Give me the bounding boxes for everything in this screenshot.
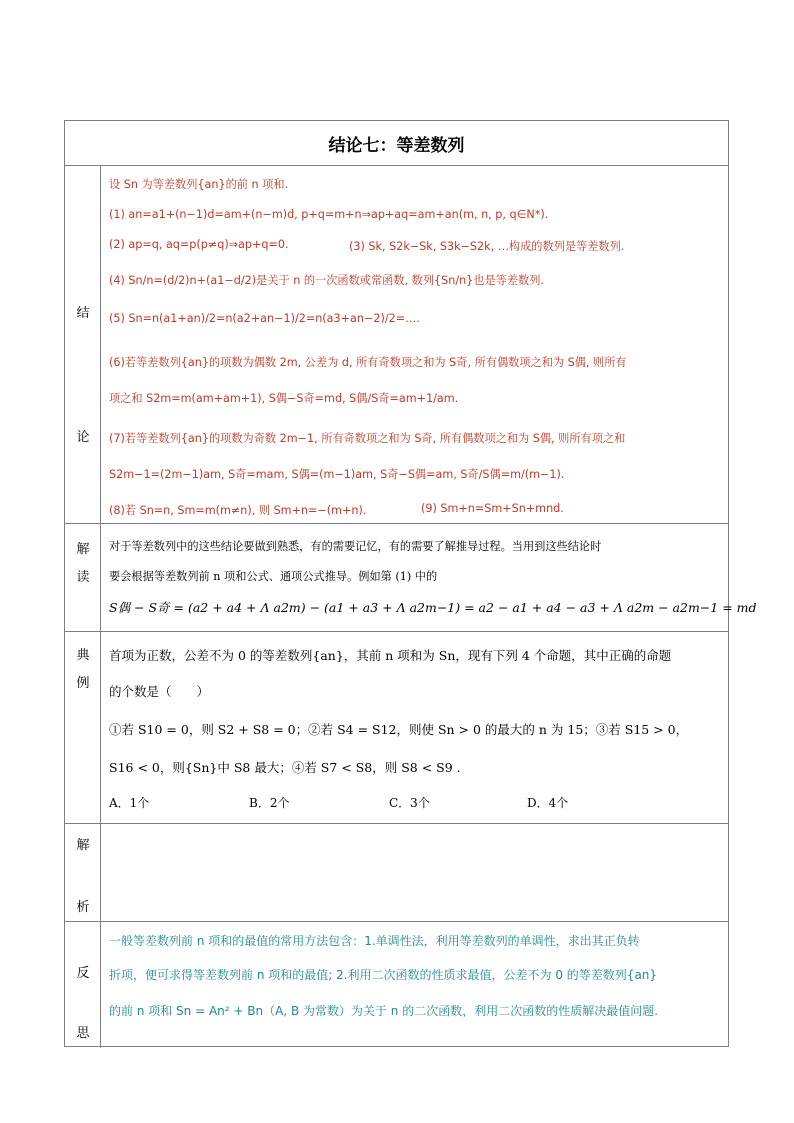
conclusion-line: (9) Sm+n=Sm+Sn+mnd. xyxy=(421,502,564,515)
conclusion-line: 项之和 S2m=m(am+am+1), S偶−S奇=md, S偶/S奇=am+1/am. xyxy=(109,392,459,405)
example-row xyxy=(65,631,728,823)
label-char: 思 xyxy=(76,1026,90,1041)
label-char: 读 xyxy=(76,570,90,585)
label-char: 论 xyxy=(76,430,90,445)
interpret-line: 对于等差数列中的这些结论要做到熟悉，有的需要记忆，有的需要了解推导过程。当用到这些结论时 xyxy=(109,540,602,553)
conclusion-table xyxy=(64,120,757,1047)
choice-d: D．4个 xyxy=(527,796,569,810)
label-char: 反 xyxy=(76,966,90,981)
choice-c: C．3个 xyxy=(389,796,430,810)
conclusion-line: (2) ap=q, aq=p(p≠q)⇒ap+q=0. xyxy=(109,238,289,251)
reflect-row xyxy=(65,921,728,1048)
conclusion-row xyxy=(65,165,728,523)
conclusion-line: (5) Sn=n(a1+an)/2=n(a2+an−1)/2=n(a3+an−2)/2=…. xyxy=(109,312,420,325)
choice-b: B．2个 xyxy=(249,796,290,810)
reflect-line: 一般等差数列前 n 项和的最值的常用方法包含：1.单调性法，利用等差数列的单调性，求出其正负转 xyxy=(109,934,640,948)
conclusion-line: (3) Sk, S2k−Sk, S3k−S2k, …构成的数列是等差数列. xyxy=(349,240,625,253)
label-char: 结 xyxy=(76,306,90,321)
example-line: 首项为正数，公差不为 0 的等差数列{an}，其前 n 项和为 Sn，现有下列 4 个命题，其中正确的命题 xyxy=(109,648,672,663)
title-row xyxy=(65,121,728,165)
interpret-line: 要会根据等差数列前 n 项和公式、通项公式推导。例如第 (1) 中的 xyxy=(109,570,438,583)
example-label xyxy=(65,632,101,823)
conclusion-line: (1) an=a1+(n−1)d=am+(n−m)d, p+q=m+n⇒ap+aq=am+an(m, n, p, q∈N*). xyxy=(109,208,549,221)
example-line: 的个数是（ ） xyxy=(109,684,210,699)
label-char: 解 xyxy=(76,838,90,853)
analysis-row xyxy=(65,823,728,921)
conclusion-line: 设 Sn 为等差数列{an}的前 n 项和. xyxy=(109,178,289,191)
reflect-line: 的前 n 项和 Sn = An² + Bn（A, B 为常数）为关于 n 的二次函数，利用二次函数的性质解决最值问题. xyxy=(109,1004,659,1018)
page-title: 结论七：等差数列 xyxy=(328,136,465,156)
interpret-label xyxy=(65,524,101,631)
conclusion-label xyxy=(65,166,101,523)
label-char: 例 xyxy=(76,676,90,691)
example-line: ①若 S10 = 0，则 S2 + S8 = 0；②若 S4 = S12，则使 Sn > 0 的最大的 n 为 15；③若 S15 > 0， xyxy=(109,722,689,737)
example-line: S16 < 0，则{Sn}中 S8 最大；④若 S7 < S8，则 S8 < S9 . xyxy=(109,760,461,775)
conclusion-line: (7)若等差数列{an}的项数为奇数 2m−1, 所有奇数项之和为 S奇, 所有偶数项之和为 S偶, 则所有项之和 xyxy=(109,432,626,445)
interpret-formula: S偶 − S奇 = (a2 + a4 + Λ a2m) − (a1 + a3 + Λ a2m−1) = a2 − a1 + a4 − a3 + Λ a2m − a2m−1 = md xyxy=(109,600,757,615)
conclusion-line: S2m−1=(2m−1)am, S奇=mam, S偶=(m−1)am, S奇−S偶=am, S奇/S偶=m/(m−1). xyxy=(109,468,565,481)
conclusion-line: (4) Sn/n=(d/2)n+(a1−d/2)是关于 n 的一次函数或常函数, 数列{Sn/n}也是等差数列. xyxy=(109,274,544,287)
label-char: 析 xyxy=(76,900,90,915)
conclusion-line: (6)若等差数列{an}的项数为偶数 2m, 公差为 d, 所有奇数项之和为 S奇, 所有偶数项之和为 S偶, 则所有 xyxy=(109,356,627,369)
choice-a: A．1个 xyxy=(109,796,150,810)
label-char: 解 xyxy=(76,542,90,557)
interpret-row xyxy=(65,523,757,631)
analysis-label xyxy=(65,824,101,921)
conclusion-line: (8)若 Sn=n, Sm=m(m≠n), 则 Sm+n=−(m+n). xyxy=(109,504,367,517)
reflect-label xyxy=(65,922,101,1048)
label-char: 典 xyxy=(76,648,90,663)
reflect-line: 折项，便可求得等差数列前 n 项和的最值; 2.利用二次函数的性质求最值，公差不为 0 的等差数列{an} xyxy=(109,968,658,982)
